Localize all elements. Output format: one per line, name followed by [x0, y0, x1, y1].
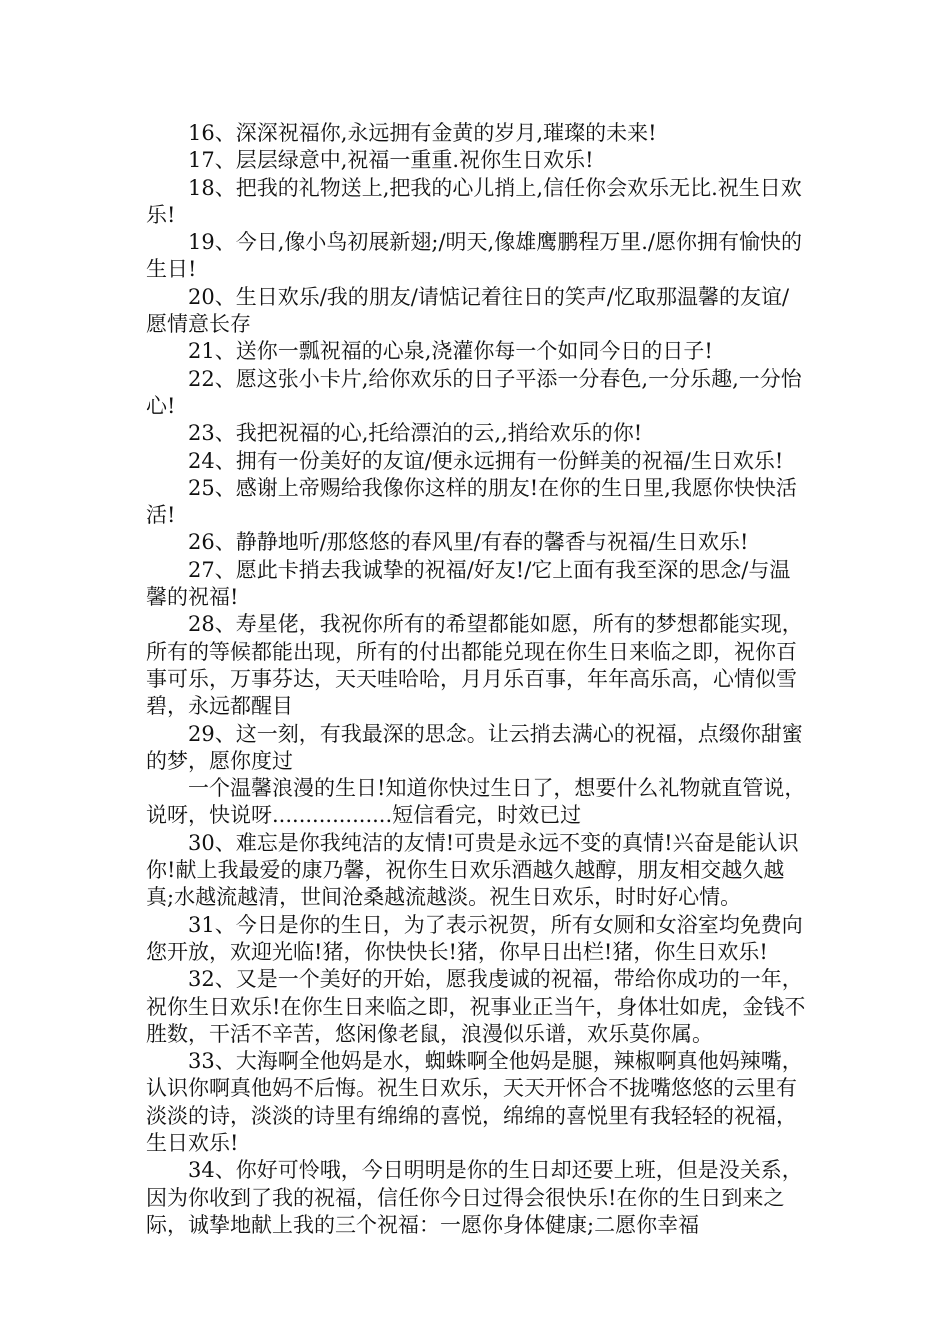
paragraph-32: 32、又是一个美好的开始，愿我虔诚的祝福，带给你成功的一年，祝你生日欢乐!在你生日来临之即，祝事业正当午，身体壮如虎，金钱不胜数，干活不辛苦，悠闲像老鼠，浪漫似乐谱，欢乐莫你属。	[146, 967, 806, 1046]
paragraph-21: 21、送你一瓢祝福的心泉,浇灌你每一个如同今日的日子!	[188, 339, 713, 364]
paragraph-31: 31、今日是你的生日，为了表示祝贺，所有女厕和女浴室均免费向您开放，欢迎光临!猪，你快快长!猪，你早日出栏!猪，你生日欢乐!	[146, 912, 803, 964]
paragraph-16: 16、深深祝福你,永远拥有金黄的岁月,璀璨的未来!	[188, 121, 657, 145]
paragraph-22: 22、愿这张小卡片,给你欢乐的日子平添一分春色,一分乐趣,一分怡心!	[146, 366, 802, 418]
paragraph-29-continued: 一个温馨浪漫的生日!知道你快过生日了，想要什么礼物就直管说，说呀，快说呀..................短信看完，时效已过	[146, 776, 806, 828]
paragraph-34: 34、你好可怜哦，今日明明是你的生日却还要上班，但是没关系，因为你收到了我的祝福，信任你今日过得会很快乐!在你的生日到来之际，诚挚地献上我的三个祝福：一愿你身体健康;二愿你幸福	[146, 1158, 803, 1237]
paragraph-29: 29、这一刻，有我最深的思念。让云捎去满心的祝福，点缀你甜蜜的梦，愿你度过	[146, 721, 803, 773]
paragraph-19: 19、今日,像小鸟初展新翅;/明天,像雄鹰鹏程万里./愿你拥有愉快的生日!	[146, 230, 802, 282]
document-body	[146, 120, 808, 1239]
paragraph-26: 26、静静地听/那悠悠的春风里/有春的馨香与祝福/生日欢乐!	[188, 530, 749, 555]
paragraph-25: 25、感谢上帝赐给我像你这样的朋友!在你的生日里,我愿你快快活活!	[146, 475, 797, 528]
paragraph-30: 30、难忘是你我纯洁的友情!可贵是永远不变的真情!兴奋是能认识你!献上我最爱的康乃馨，祝你生日欢乐酒越久越醇，朋友相交越久越真;水越流越清，世间沧桑越流越淡。祝生日欢乐，时时好心情。	[146, 830, 799, 910]
paragraph-20: 20、生日欢乐/我的朋友/请惦记着往日的笑声/忆取那温馨的友谊/愿情意长存	[146, 284, 790, 337]
paragraph-33: 33、大海啊全他妈是水，蜘蛛啊全他妈是腿，辣椒啊真他妈辣嘴，认识你啊真他妈不后悔。祝生日欢乐，天天开怀合不拢嘴悠悠的云里有淡淡的诗，淡淡的诗里有绵绵的喜悦，绵绵的喜悦里有我轻轻的祝福，生日欢乐!	[146, 1049, 803, 1155]
paragraph-24: 24、拥有一份美好的友谊/便永远拥有一份鲜美的祝福/生日欢乐!	[188, 448, 784, 473]
paragraph-28: 28、寿星佬，我祝你所有的希望都能如愿，所有的梦想都能实现，所有的等候都能出现，所有的付出都能兑现在你生日来临之即，祝你百事可乐，万事芬达，天天哇哈哈，月月乐百事，年年高乐高，心情似雪碧，永远都醒目	[146, 612, 803, 719]
paragraph-17: 17、层层绿意中,祝福一重重.祝你生日欢乐!	[188, 148, 594, 173]
paragraph-23: 23、我把祝福的心,托给漂泊的云,,捎给欢乐的你!	[188, 421, 643, 446]
paragraph-18: 18、把我的礼物送上,把我的心儿捎上,信任你会欢乐无比.祝生日欢乐!	[146, 175, 802, 227]
paragraph-27: 27、愿此卡捎去我诚挚的祝福/好友!/它上面有我至深的思念/与温馨的祝福!	[146, 557, 791, 610]
